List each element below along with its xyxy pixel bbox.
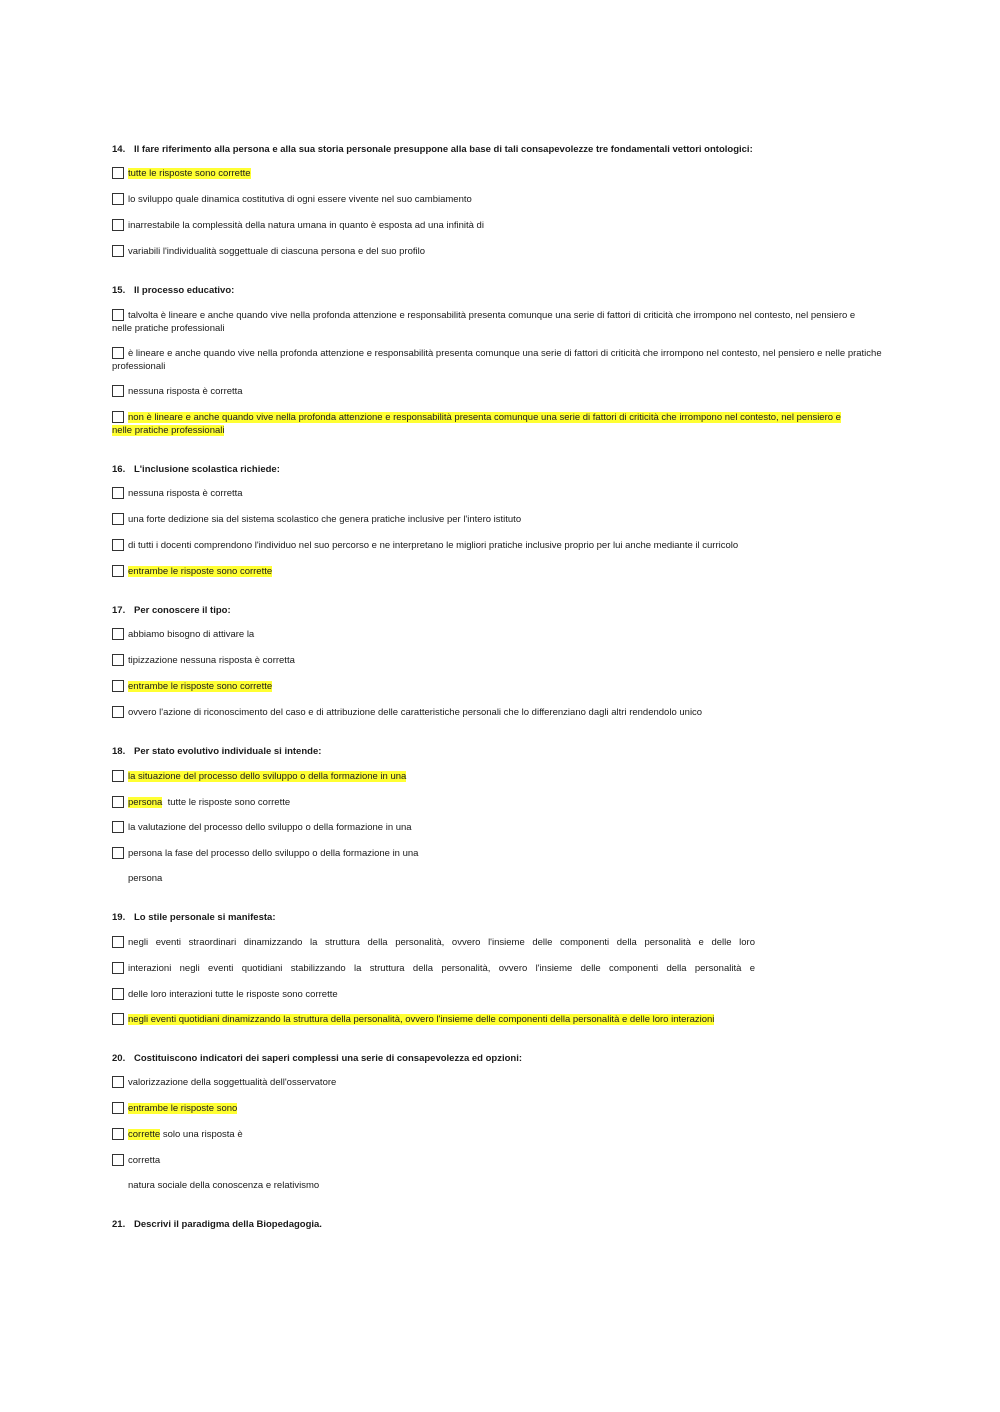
answer-option[interactable] bbox=[112, 680, 882, 693]
answer-option[interactable] bbox=[112, 565, 882, 578]
option-text: negli eventi straordinari dinamizzando la struttura della personalità, ovvero l'insieme delle componenti della personalità e delle loro bbox=[128, 937, 755, 948]
answer-option[interactable] bbox=[112, 245, 882, 258]
answer-option[interactable] bbox=[112, 513, 882, 526]
checkbox[interactable] bbox=[112, 1154, 124, 1166]
question-17-title bbox=[112, 605, 231, 616]
checkbox[interactable] bbox=[112, 513, 124, 525]
question-number: 17. bbox=[112, 605, 126, 616]
checkbox[interactable] bbox=[112, 219, 124, 231]
option-text: valorizzazione della soggettualità dell'osservatore bbox=[128, 1077, 337, 1088]
option-text: lo sviluppo quale dinamica costitutiva di ogni essere vivente nel suo cambiamento bbox=[128, 194, 472, 205]
checkbox[interactable] bbox=[112, 193, 124, 205]
option-text: ovvero l'azione di riconoscimento del caso e di attribuzione delle caratteristiche personali che lo differenziano dagli altri rendendolo unico bbox=[128, 707, 703, 718]
answer-option[interactable] bbox=[112, 487, 882, 500]
checkbox[interactable] bbox=[112, 796, 124, 808]
question-number: 21. bbox=[112, 1219, 126, 1230]
answer-option[interactable] bbox=[112, 628, 882, 641]
answer-option[interactable] bbox=[112, 847, 882, 860]
answer-option[interactable] bbox=[112, 1013, 882, 1026]
checkbox[interactable] bbox=[112, 565, 124, 577]
question-15-title bbox=[112, 285, 234, 296]
answer-option[interactable] bbox=[112, 706, 882, 719]
option-text: tutte le risposte sono corrette bbox=[167, 797, 291, 808]
question-text: Per stato evolutivo individuale si intende: bbox=[134, 746, 322, 757]
question-text: Costituiscono indicatori dei saperi complessi una serie di consapevolezza ed opzioni: bbox=[134, 1053, 523, 1064]
checkbox[interactable] bbox=[112, 654, 124, 666]
answer-option[interactable] bbox=[112, 654, 882, 667]
question-text: Per conoscere il tipo: bbox=[134, 605, 231, 616]
question-number: 19. bbox=[112, 912, 126, 923]
option-text: negli eventi quotidiani dinamizzando la struttura della personalità, ovvero l'insieme delle componenti della personalità e delle loro interazioni bbox=[128, 1014, 715, 1025]
answer-option[interactable] bbox=[112, 936, 755, 949]
answer-option[interactable] bbox=[112, 821, 882, 834]
option-text: nessuna risposta è corretta bbox=[128, 488, 243, 499]
question-21-title bbox=[112, 1219, 322, 1230]
option-text: la valutazione del processo dello sviluppo o della formazione in una bbox=[128, 822, 412, 833]
option-text: entrambe le risposte sono corrette bbox=[128, 681, 273, 692]
checkbox[interactable] bbox=[112, 628, 124, 640]
checkbox[interactable] bbox=[112, 487, 124, 499]
checkbox[interactable] bbox=[112, 309, 124, 321]
option-text: interazioni negli eventi quotidiani stabilizzando la struttura della personalità, ovvero l'insieme delle componenti della personalità e bbox=[128, 963, 755, 974]
option-text: corrette bbox=[128, 1129, 161, 1140]
answer-option[interactable] bbox=[112, 193, 882, 206]
checkbox[interactable] bbox=[112, 680, 124, 692]
checkbox[interactable] bbox=[112, 821, 124, 833]
question-text: L'inclusione scolastica richiede: bbox=[134, 464, 280, 475]
question-14-title bbox=[112, 144, 753, 155]
answer-option[interactable] bbox=[112, 1076, 882, 1089]
checkbox[interactable] bbox=[112, 1013, 124, 1025]
question-number: 20. bbox=[112, 1053, 126, 1064]
option-text: corretta bbox=[128, 1155, 161, 1166]
answer-option[interactable] bbox=[112, 1102, 882, 1115]
trailing-text: natura sociale della conoscenza e relativismo bbox=[128, 1180, 320, 1191]
option-text: non è lineare e anche quando vive nella profonda attenzione e responsabilità presenta comunque una serie di fattori di criticità che irrompono nel contesto, nel pensiero e nelle pratiche professionali bbox=[112, 412, 841, 436]
checkbox[interactable] bbox=[112, 847, 124, 859]
question-number: 14. bbox=[112, 144, 126, 155]
checkbox[interactable] bbox=[112, 706, 124, 718]
option-text: la situazione del processo dello sviluppo o della formazione in una bbox=[128, 771, 407, 782]
option-text: nessuna risposta è corretta bbox=[128, 386, 243, 397]
answer-option[interactable] bbox=[112, 411, 852, 437]
answer-option[interactable] bbox=[112, 1128, 882, 1141]
checkbox[interactable] bbox=[112, 411, 124, 423]
checkbox[interactable] bbox=[112, 936, 124, 948]
answer-option[interactable] bbox=[112, 167, 882, 180]
checkbox[interactable] bbox=[112, 167, 124, 179]
option-text: persona bbox=[128, 797, 163, 808]
answer-option[interactable] bbox=[112, 988, 882, 1001]
option-text: di tutti i docenti comprendono l'individuo nel suo percorso e ne interpretano le migliori pratiche inclusive proprio per lui anche mediante il curricolo bbox=[128, 540, 739, 551]
option-text: entrambe le risposte sono bbox=[128, 1103, 238, 1114]
answer-option[interactable] bbox=[112, 1154, 882, 1167]
option-text: delle loro interazioni tutte le risposte sono corrette bbox=[128, 989, 338, 1000]
question-16-title bbox=[112, 464, 280, 475]
question-20-title bbox=[112, 1053, 522, 1064]
question-text: Il processo educativo: bbox=[134, 285, 235, 296]
checkbox[interactable] bbox=[112, 962, 124, 974]
checkbox[interactable] bbox=[112, 988, 124, 1000]
option-text: persona la fase del processo dello sviluppo o della formazione in una bbox=[128, 848, 419, 859]
checkbox[interactable] bbox=[112, 770, 124, 782]
option-text: tutte le risposte sono corrette bbox=[128, 168, 251, 179]
question-19-title bbox=[112, 912, 276, 923]
checkbox[interactable] bbox=[112, 539, 124, 551]
question-text: Descrivi il paradigma della Biopedagogia. bbox=[134, 1219, 322, 1230]
question-number: 18. bbox=[112, 746, 126, 757]
answer-option[interactable] bbox=[112, 770, 882, 783]
option-text: abbiamo bisogno di attivare la bbox=[128, 629, 255, 640]
question-number: 16. bbox=[112, 464, 126, 475]
answer-option[interactable] bbox=[112, 309, 857, 335]
question-text: Il fare riferimento alla persona e alla sua storia personale presuppone alla base di tali consapevolezze tre fondamentali vettori ontologici: bbox=[134, 144, 753, 155]
answer-option[interactable] bbox=[112, 219, 882, 232]
answer-option[interactable] bbox=[112, 796, 882, 809]
answer-option[interactable] bbox=[112, 962, 755, 975]
checkbox[interactable] bbox=[112, 1128, 124, 1140]
option-text: è lineare e anche quando vive nella profonda attenzione e responsabilità presenta comunque una serie di fattori di criticità che irrompono nel contesto, nel pensiero e nelle pratiche professionali bbox=[112, 348, 882, 372]
checkbox[interactable] bbox=[112, 1076, 124, 1088]
checkbox[interactable] bbox=[112, 347, 124, 359]
option-text: inarrestabile la complessità della natura umana in quanto è esposta ad una infinità di bbox=[128, 220, 484, 231]
answer-option[interactable] bbox=[112, 347, 882, 373]
option-text: solo una risposta è bbox=[162, 1129, 243, 1140]
question-number: 15. bbox=[112, 285, 126, 296]
answer-option[interactable] bbox=[112, 539, 882, 552]
option-text: entrambe le risposte sono corrette bbox=[128, 566, 273, 577]
option-text: tipizzazione nessuna risposta è corretta bbox=[128, 655, 295, 666]
answer-option[interactable] bbox=[112, 385, 882, 398]
checkbox[interactable] bbox=[112, 1102, 124, 1114]
option-text: variabili l'individualità soggettuale di ciascuna persona e del suo profilo bbox=[128, 246, 426, 257]
option-text: una forte dedizione sia del sistema scolastico che genera pratiche inclusive per l'intero istituto bbox=[128, 514, 522, 525]
checkbox[interactable] bbox=[112, 245, 124, 257]
trailing-text: persona bbox=[128, 873, 163, 884]
question-text: Lo stile personale si manifesta: bbox=[134, 912, 276, 923]
question-18-title bbox=[112, 746, 321, 757]
option-text: talvolta è lineare e anche quando vive nella profonda attenzione e responsabilità presenta comunque una serie di fattori di criticità che irrompono nel contesto, nel pensiero e nelle pratiche professionali bbox=[112, 310, 856, 334]
checkbox[interactable] bbox=[112, 385, 124, 397]
